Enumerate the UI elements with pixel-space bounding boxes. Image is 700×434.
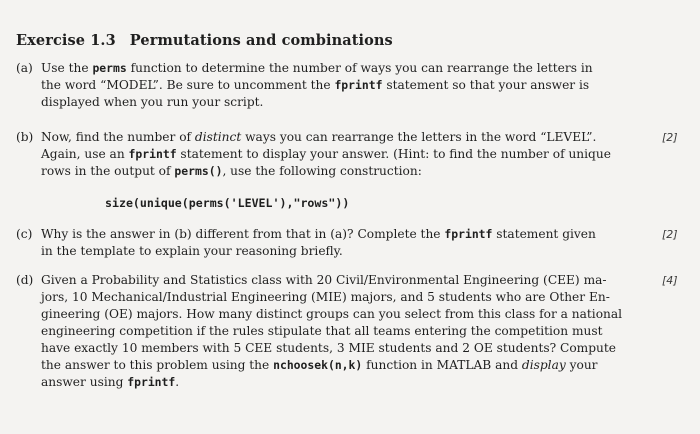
text-run: Again, use an	[41, 147, 129, 161]
part-d-text	[41, 272, 651, 391]
part-b-points: [2]	[662, 131, 678, 144]
code-fprintf: fprintf	[127, 375, 176, 389]
exercise-heading: Permutations and combinations	[129, 32, 393, 49]
text-line: jors, 10 Mechanical/Industrial Engineering (MIE) majors, and 5 students who are Other En-	[41, 290, 610, 304]
text-run: the word “MODEL”. Be sure to uncomment the	[41, 78, 335, 92]
text-run: statement to display your answer. (Hint: to find the number of unique	[176, 147, 611, 161]
text-run: function in MATLAB and	[362, 358, 522, 372]
part-c-label: (c)	[16, 227, 33, 241]
text-line: in the template to explain your reasoning briefly.	[41, 244, 343, 258]
emphasis-distinct: distinct	[194, 130, 242, 144]
text-run: answer using	[41, 375, 128, 389]
code-fprintf: fprintf	[444, 227, 493, 241]
text-run: ways you can rearrange the letters in the word “LEVEL”.	[241, 130, 597, 144]
text-run: Now, find the number of	[41, 130, 195, 144]
text-run: statement given	[492, 227, 596, 241]
text-run: Use the	[41, 61, 93, 75]
part-a-text	[41, 60, 651, 111]
code-fprintf: fprintf	[334, 78, 383, 92]
code-fprintf: fprintf	[128, 147, 177, 161]
text-line: gineering (OE) majors. How many distinct groups can you select from this class for a national	[41, 307, 623, 321]
emphasis-display: display	[521, 358, 566, 372]
text-line: have exactly 10 members with 5 CEE students, 3 MIE students and 2 OE students? Compute	[41, 341, 617, 355]
text-run: .	[175, 375, 180, 389]
text-run: function to determine the number of ways you can rearrange the letters in	[126, 61, 593, 75]
part-d-points: [4]	[662, 274, 678, 287]
part-c-text	[41, 226, 651, 260]
text-run: , use the following construction:	[222, 164, 422, 178]
exercise-title	[16, 32, 393, 49]
part-b-text	[41, 129, 651, 180]
part-d-label: (d)	[16, 273, 34, 287]
text-run: Why is the answer in (b) different from that in (a)? Complete the	[41, 227, 445, 241]
text-line: Given a Probability and Statistics class with 20 Civil/Environmental Engineering (CEE) ma-	[41, 273, 607, 287]
text-line: engineering competition if the rules stipulate that all teams entering the competition must	[41, 324, 603, 338]
part-b-label: (b)	[16, 130, 34, 144]
code-nchoosek: nchoosek(n,k)	[273, 358, 363, 372]
text-run: your	[565, 358, 598, 372]
text-run: the answer to this problem using the	[41, 358, 274, 372]
code-snippet: size(unique(perms('LEVEL'),"rows"))	[105, 196, 350, 210]
part-a-label: (a)	[16, 61, 33, 75]
code-perms: perms	[92, 61, 127, 75]
text-line: displayed when you run your script.	[41, 95, 264, 109]
part-c-points: [2]	[662, 228, 678, 241]
exercise-number: Exercise 1.3	[16, 32, 116, 49]
text-run: rows in the output of	[41, 164, 175, 178]
text-run: statement so that your answer is	[382, 78, 590, 92]
code-perms-call: perms()	[174, 164, 223, 178]
